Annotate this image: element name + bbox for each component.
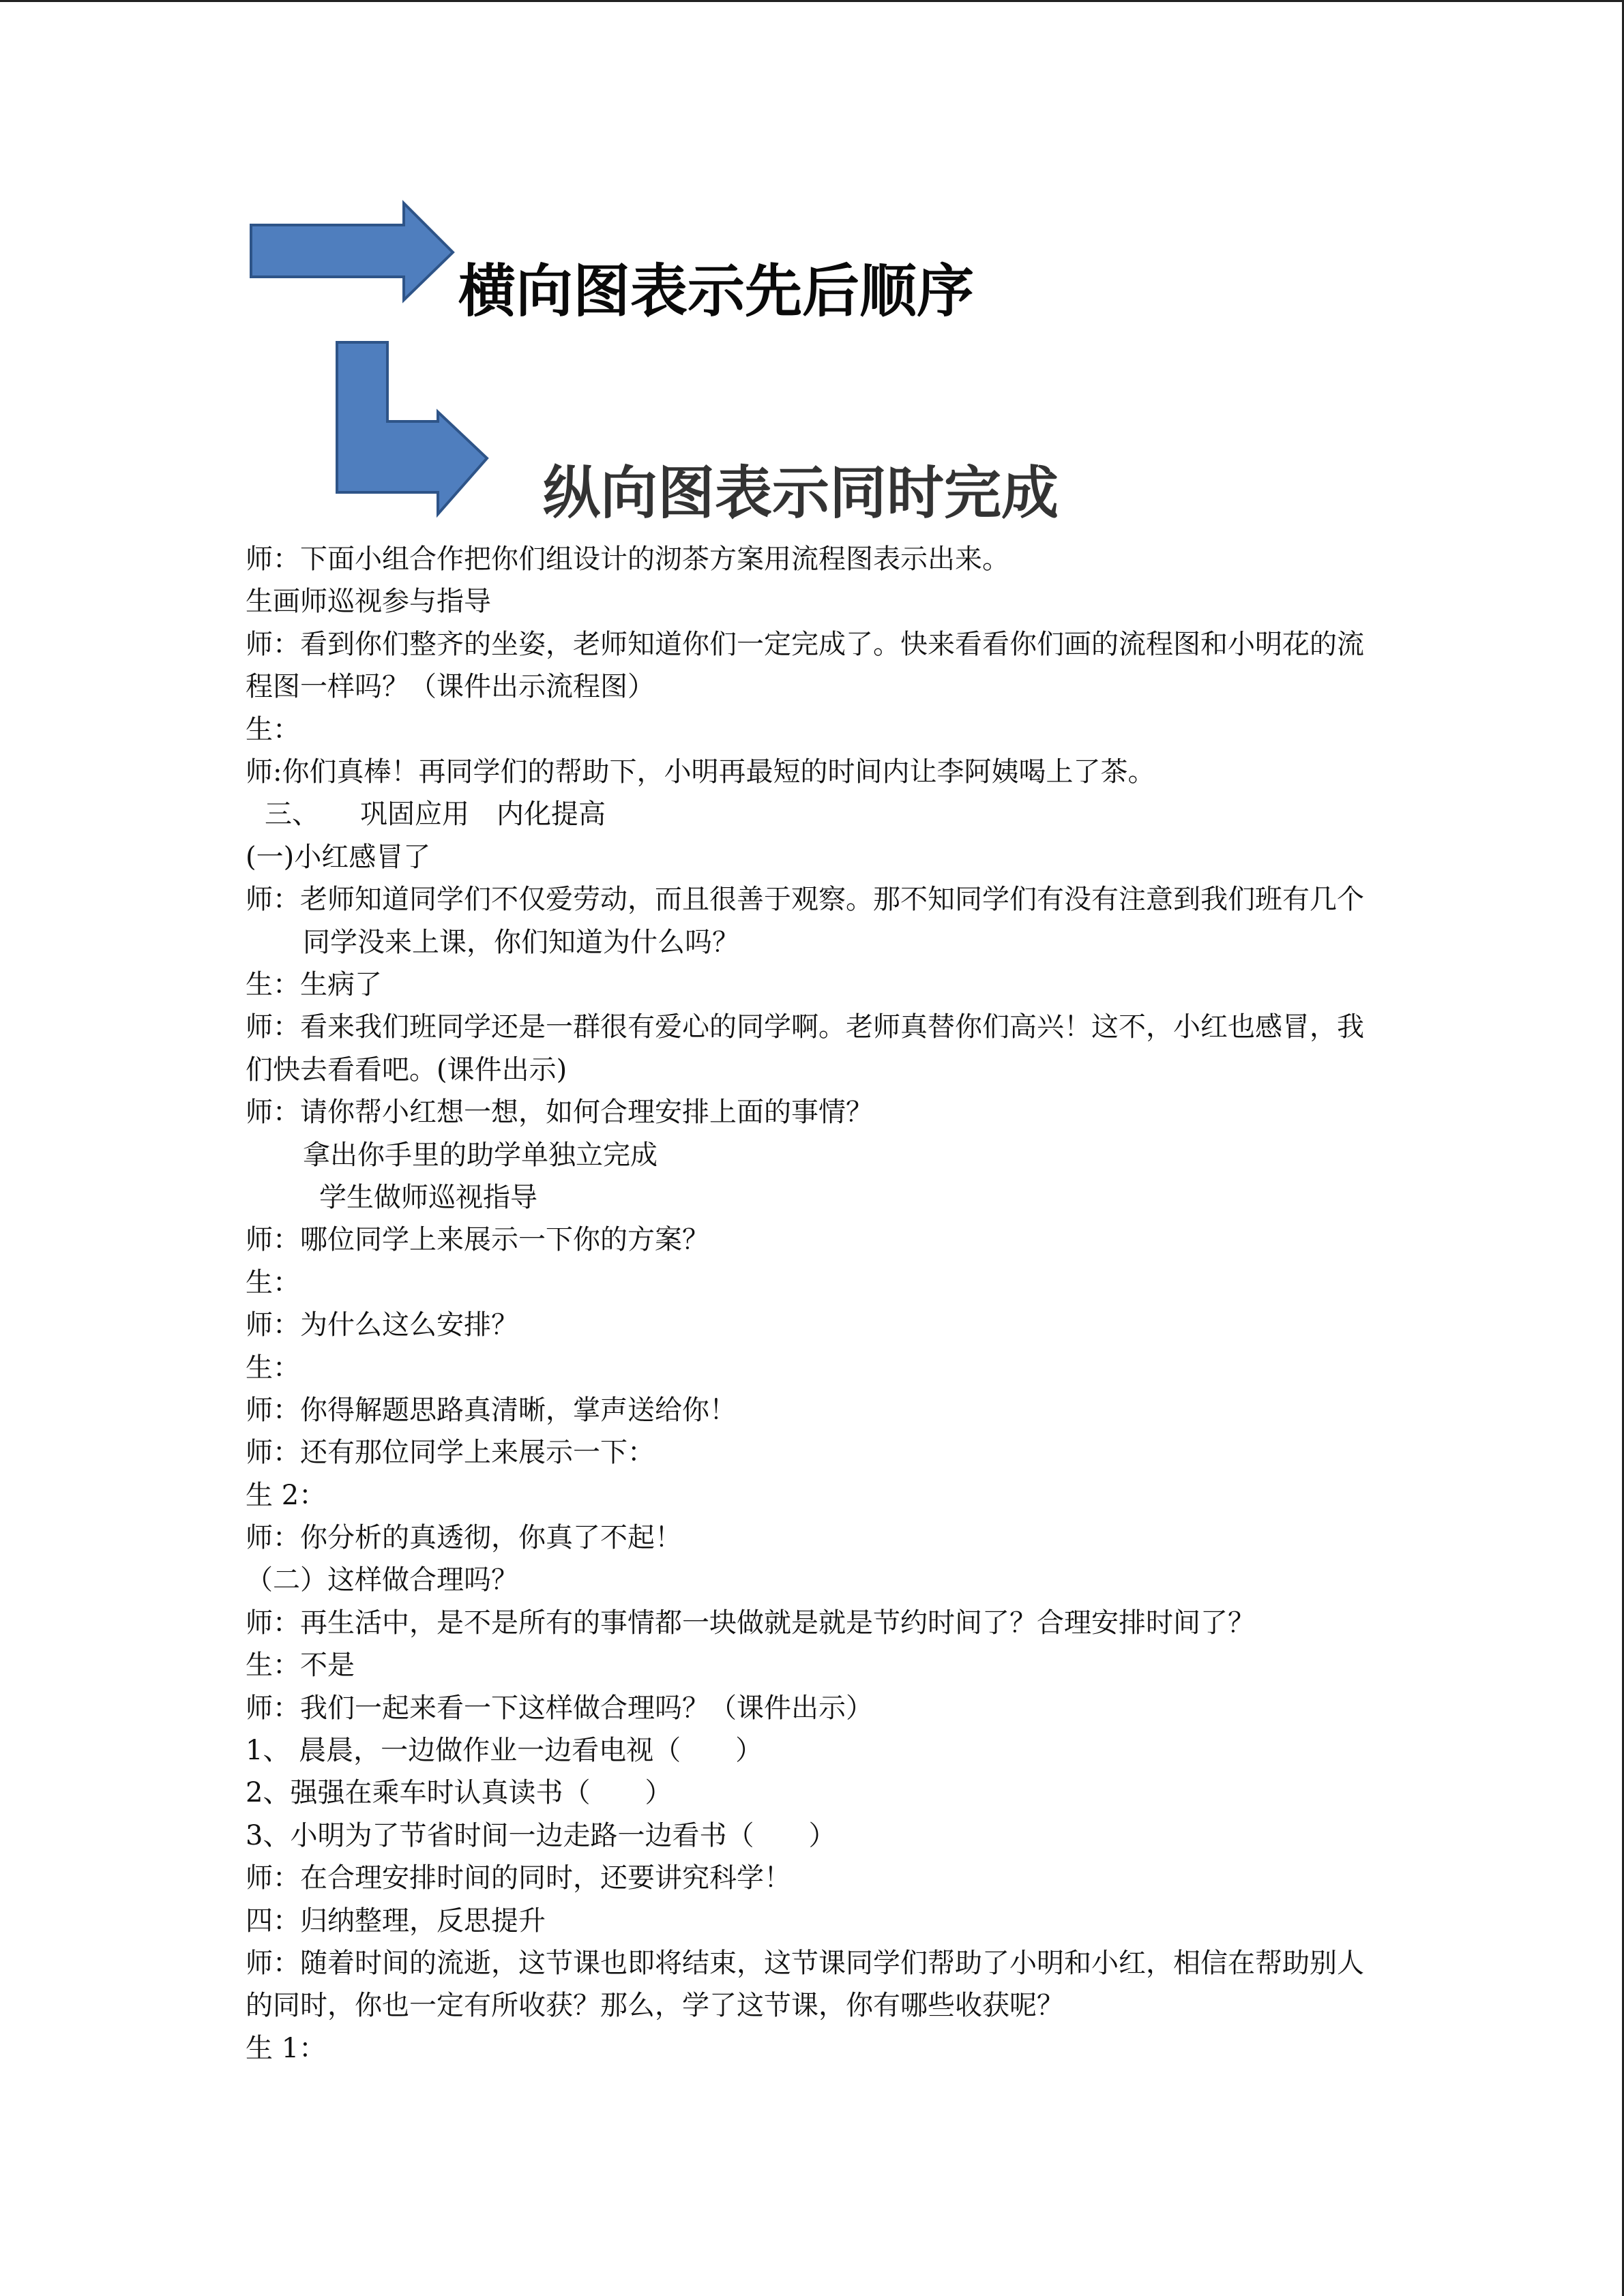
text-line: 师：请你帮小红想一想，如何合理安排上面的事情？ [246,1097,873,1129]
text-line: 生： [246,1266,300,1298]
subsection-heading: （二）这样做合理吗？ [246,1564,518,1596]
text-line: 生： [246,713,300,745]
quiz-item: 2、强强在乘车时认真读书（ ） [246,1777,673,1809]
horizontal-arrow-label: 横向图表示先后顺序 [458,258,975,325]
text-line: 师：看到你们整齐的坐姿，老师知道你们一定完成了。快来看看你们画的流程图和小明花的流程图一样吗？（课件出示流程图） [246,628,1364,703]
text-line: 师：还有那位同学上来展示一下： [246,1437,655,1469]
quiz-item: 1、 晨晨，一边做作业一边看电视（ ） [246,1735,763,1767]
text-line: 学生做师巡视指导 [319,1181,537,1213]
text-line: 生 2： [246,1479,327,1511]
text-line: 师：再生活中，是不是所有的事情都一块做就是就是节约时间了？合理安排时间了？ [246,1607,1255,1639]
section-heading: 三、 巩固应用 内化提高 [265,799,606,831]
quiz-item: 3、小明为了节省时间一边走路一边看书（ ） [246,1819,836,1851]
text-line: 师：哪位同学上来展示一下你的方案？ [246,1224,709,1256]
text-line: 师：我们一起来看一下这样做合理吗？（课件出示） [246,1692,873,1724]
text-line: 生 1： [246,2032,327,2064]
horizontal-arrow-icon [251,203,453,300]
bent-arrow-icon [337,342,487,514]
text-line: 拿出你手里的助学单独立完成 [303,1139,658,1171]
text-line: 生：不是 [246,1650,355,1682]
subsection-heading: (一)小红感冒了 [246,841,431,873]
text-line: 师：你分析的真透彻，你真了不起！ [246,1522,682,1554]
text-line: 生：生病了 [246,968,382,1000]
text-line: 师：下面小组合作把你们组设计的沏茶方案用流程图表示出来。 [246,543,1009,575]
text-line: 师:你们真棒！再同学们的帮助下，小明再最短的时间内让李阿姨喝上了茶。 [246,756,1155,788]
text-line: 师：随着时间的流逝，这节课也即将结束，这节课同学们帮助了小明和小红，相信在帮助别人的同时，你也一定有所收获？那么，学了这节课，你有哪些收获呢？ [246,1947,1364,2022]
lesson-transcript [246,538,1378,2070]
text-line: 生画师巡视参与指导 [246,586,491,618]
text-line: 师：老师知道同学们不仅爱劳动，而且很善于观察。那不知同学们有没有注意到我们班有几个同学没来上课，你们知道为什么吗？ [246,884,1364,958]
section-heading: 四：归纳整理，反思提升 [246,1905,546,1937]
text-line: 师：为什么这么安排？ [246,1309,518,1341]
text-line: 师：看来我们班同学还是一群很有爱心的同学啊。老师真替你们高兴！这不，小红也感冒，我们快去看看吧。(课件出示) [246,1011,1364,1086]
vertical-arrow-label: 纵向图表示同时完成 [543,460,1059,526]
text-line: 师：你得解题思路真清晰，掌声送给你！ [246,1394,737,1426]
text-line: 师：在合理安排时间的同时，还要讲究科学！ [246,1862,791,1894]
text-line: 生： [246,1352,300,1384]
flowchart-legend-diagram [0,0,1624,532]
